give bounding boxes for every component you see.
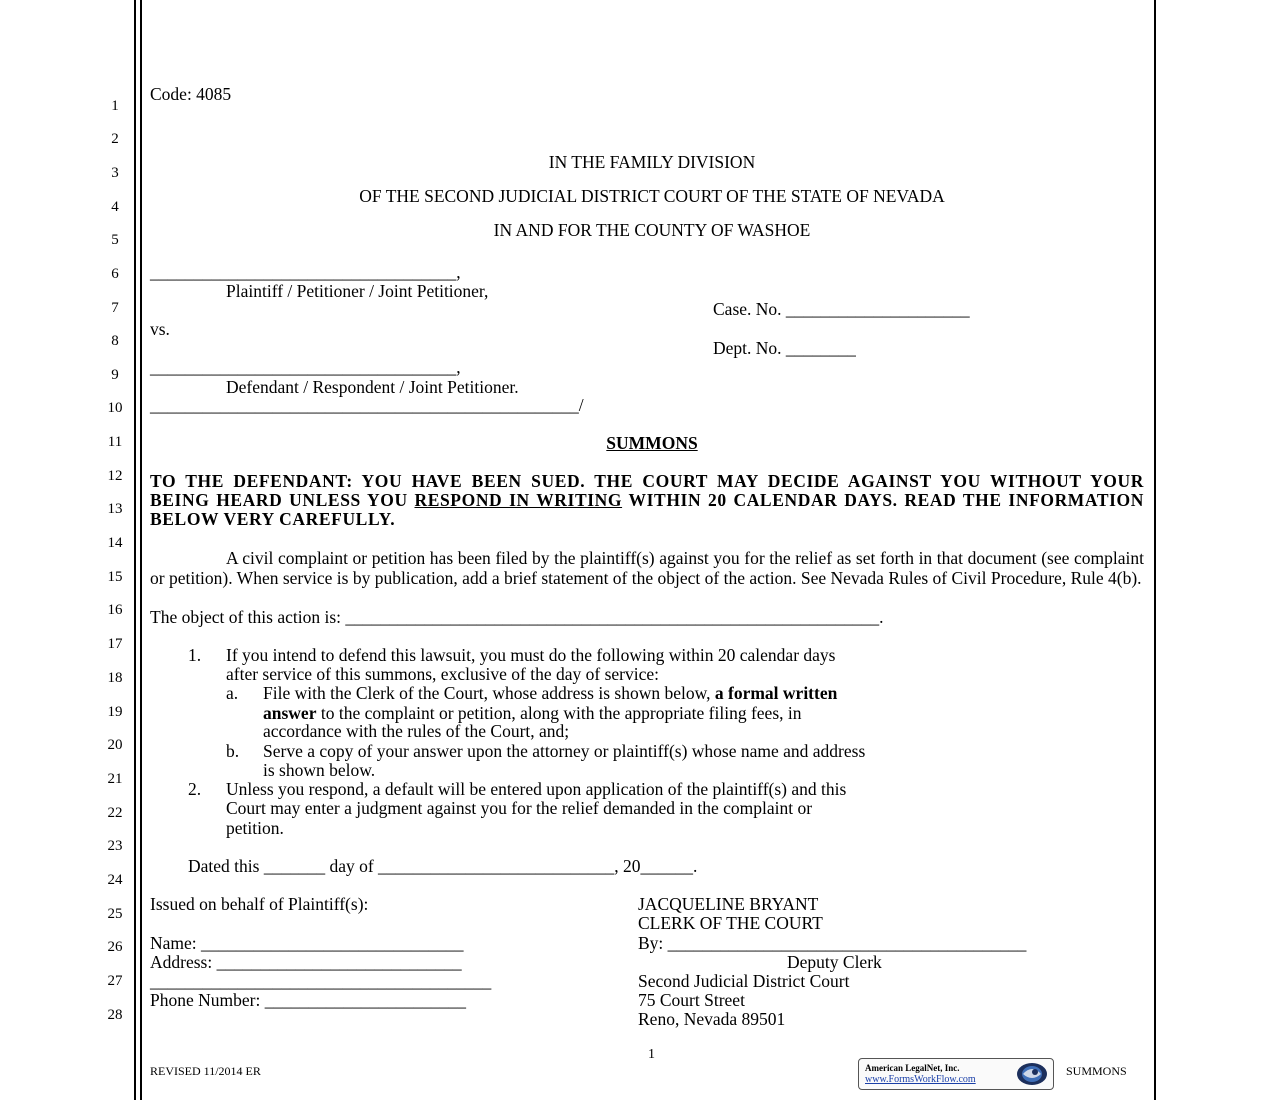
globe-icon <box>1015 1061 1049 1087</box>
item-2-line-1: Unless you respond, a default will be entered upon application of the plaintiff(s) and this <box>226 779 847 799</box>
logo-company-name: American LegalNet, Inc. <box>865 1063 960 1073</box>
defendant-blank: ___________________________________, <box>150 357 461 377</box>
line-number: 6 <box>111 266 119 282</box>
issuer-phone: Phone Number: _______________________ <box>150 990 466 1010</box>
line-number: 25 <box>107 906 123 922</box>
line-number: 22 <box>107 805 123 821</box>
item-2-line-3: petition. <box>226 818 284 838</box>
court-city: Reno, Nevada 89501 <box>638 1009 786 1029</box>
line-number: 2 <box>111 131 119 147</box>
line-number: 1 <box>111 98 119 114</box>
department-number: Dept. No. ________ <box>713 338 856 358</box>
clerk-name: JACQUELINE BRYANT <box>638 894 819 914</box>
line-number: 8 <box>111 333 119 349</box>
court-name: Second Judicial District Court <box>638 971 850 991</box>
line-number: 19 <box>107 704 123 720</box>
item-1-line-1: If you intend to defend this lawsuit, you must do the following within 20 calendar days <box>226 645 836 665</box>
page-number: 1 <box>648 1047 655 1062</box>
issuer-address-line-2: _______________________________________ <box>150 971 492 991</box>
defendant-warning: TO THE DEFENDANT: YOU HAVE BEEN SUED. THE COURT MAY DECIDE AGAINST YOU WITHOUT YOUR BEING HEARD UNLESS YOU RESPOND IN WRITING WITHIN 20 CALENDAR DAYS. READ THE INFORMATION BELOW VERY CAREFULLY. <box>150 471 1144 529</box>
line-number: 24 <box>107 872 123 888</box>
clerk-signature-line: By: _________________________________________ <box>638 933 1027 953</box>
issuer-heading: Issued on behalf of Plaintiff(s): <box>150 894 369 914</box>
item-a-label: a. <box>226 683 239 703</box>
item-b-label: b. <box>226 741 240 761</box>
american-legalnet-logo[interactable] <box>858 1058 1054 1090</box>
line-number: 3 <box>111 165 119 181</box>
line-number: 4 <box>111 199 119 215</box>
complaint-paragraph: A civil complaint or petition has been filed by the plaintiff(s) against you for the relief as set forth in that document (see complaint or petition). When service is by publication, add a brief statement of the object of the action. See Nevada Rules of Civil Procedure, Rule 4(b). <box>150 548 1144 588</box>
object-of-action: The object of this action is: _____________________________________________________________. <box>150 607 884 627</box>
line-number: 16 <box>107 602 123 618</box>
line-number: 15 <box>107 569 123 585</box>
case-number: Case. No. _____________________ <box>713 299 970 319</box>
line-number: 28 <box>107 1007 123 1023</box>
footer-document-name: SUMMONS <box>1066 1064 1127 1078</box>
left-margin-rule <box>134 0 136 1100</box>
clerk-title: CLERK OF THE COURT <box>638 913 823 933</box>
document-title: SUMMONS <box>606 433 698 453</box>
plaintiff-blank: ___________________________________, <box>150 262 461 282</box>
line-number: 17 <box>107 636 123 652</box>
caption-closing-line: _________________________________________________/ <box>150 395 584 415</box>
line-number: 11 <box>107 434 123 450</box>
item-a-line-1: File with the Clerk of the Court, whose address is shown below, a formal written <box>263 683 838 703</box>
line-number: 7 <box>111 300 119 316</box>
issuer-name: Name: ______________________________ <box>150 933 464 953</box>
line-number: 21 <box>107 771 123 787</box>
court-line-3: IN AND FOR THE COUNTY OF WASHOE <box>493 220 811 240</box>
line-number: 26 <box>107 939 123 955</box>
line-number: 23 <box>107 838 123 854</box>
item-a-line-3: accordance with the rules of the Court, and; <box>263 721 570 741</box>
defendant-label: Defendant / Respondent / Joint Petitioner. <box>226 377 519 397</box>
versus: vs. <box>150 319 170 339</box>
line-number: 18 <box>107 670 123 686</box>
plaintiff-label: Plaintiff / Petitioner / Joint Petitioner, <box>226 281 489 301</box>
item-2-line-2: Court may enter a judgment against you for the relief demanded in the complaint or <box>226 798 813 818</box>
item-1-number: 1. <box>188 645 202 665</box>
line-number: 13 <box>107 501 123 517</box>
issuer-address: Address: ____________________________ <box>150 952 462 972</box>
line-number: 5 <box>111 232 119 248</box>
right-margin-rule <box>1154 0 1156 1100</box>
item-b-line-1: Serve a copy of your answer upon the attorney or plaintiff(s) whose name and address <box>263 741 866 761</box>
court-line-1: IN THE FAMILY DIVISION <box>548 152 756 172</box>
left-margin-rule-inner <box>140 0 142 1100</box>
court-line-2: OF THE SECOND JUDICIAL DISTRICT COURT OF THE STATE OF NEVADA <box>359 186 945 206</box>
line-number: 14 <box>107 535 123 551</box>
logo-website-link[interactable]: www.FormsWorkFlow.com <box>865 1074 976 1085</box>
court-street: 75 Court Street <box>638 990 745 1010</box>
line-number: 20 <box>107 737 123 753</box>
line-number: 27 <box>107 973 123 989</box>
item-1-line-2: after service of this summons, exclusive of the day of service: <box>226 664 659 684</box>
form-code: Code: 4085 <box>150 84 232 104</box>
item-b-line-2: is shown below. <box>263 760 376 780</box>
item-2-number: 2. <box>188 779 202 799</box>
deputy-clerk: Deputy Clerk <box>787 952 882 972</box>
line-number: 12 <box>107 468 123 484</box>
line-number: 9 <box>111 367 119 383</box>
dated-line: Dated this _______ day of ___________________________, 20______. <box>188 856 698 876</box>
item-a-line-2: answer to the complaint or petition, along with the appropriate filing fees, in <box>263 703 802 723</box>
revision-note: REVISED 11/2014 ER <box>150 1064 261 1078</box>
line-number: 10 <box>107 400 123 416</box>
